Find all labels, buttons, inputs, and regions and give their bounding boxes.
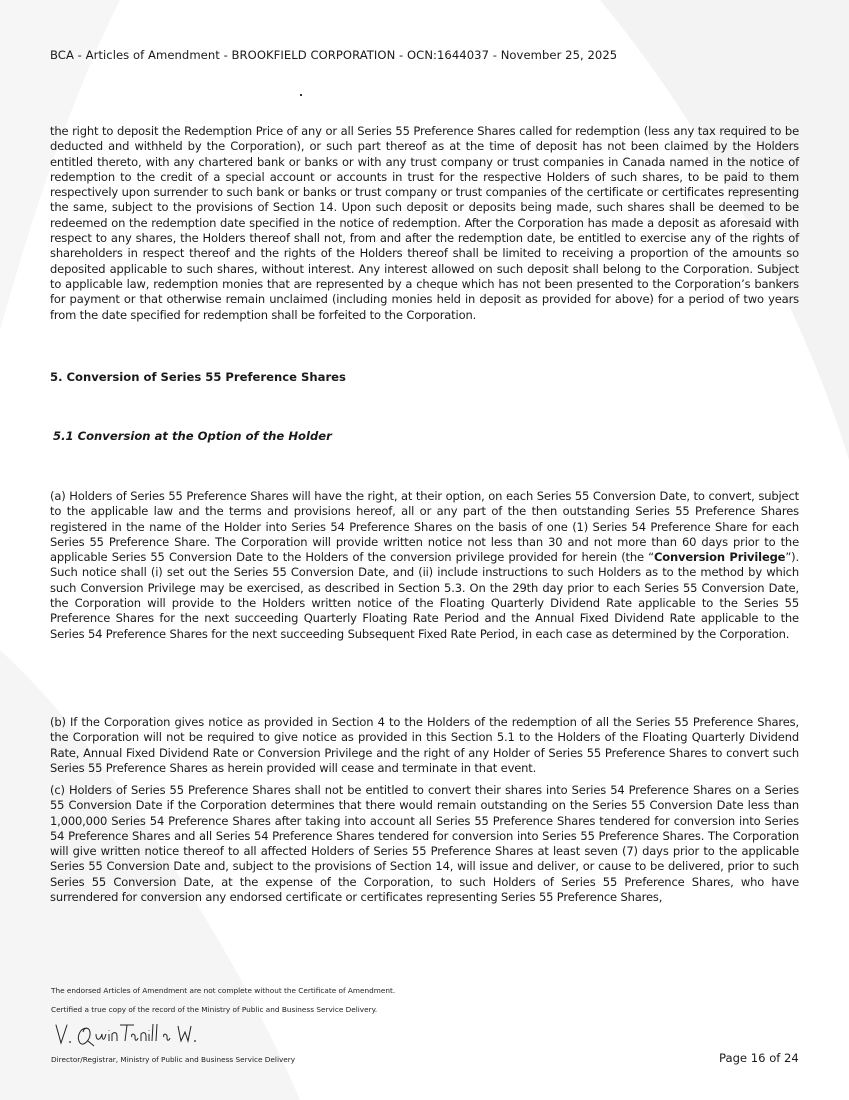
paragraph-a-text-2: ”). Such notice shall (i) set out the Series 55 Conversion Date, and (ii) include instructions to such Holders as to the method by which such Conversion Privilege may be exercised, as described in Section 5.3. On the 29th day prior to each Series 55 Conversion Date, the Corporation will provide to the Holders written notice of the Floating Quarterly Dividend Rate applicable to the Series 55 Preference Shares for the next succeeding Quarterly Floating Rate Period and the Annual Fixed Dividend Rate applicable to the Series 54 Preference Shares for the next succeeding Subsequent Fixed Rate Period, in each case as determined by the Corporation. — [50, 550, 799, 641]
paragraph-a-text-1: (a) Holders of Series 55 Preference Shares will have the right, at their option, on each Series 55 Conversion Date, to convert, subject to the applicable law and the terms and provisions hereof, all or any part of the then outstanding Series 55 Preference Shares registered in the name of the Holder into Series 54 Preference Shares on the basis of one (1) Series 54 Preference Share for each Series 55 Preference Share. The Corporation will provide written notice not less than 30 and not more than 60 days prior to the applicable Series 55 Conversion Date to the Holders of the conversion privilege provided for herein (the “ — [50, 489, 799, 565]
paragraph-c: (c) Holders of Series 55 Preference Shares shall not be entitled to convert their shares into Series 54 Preference Shares on a Series 55 Conversion Date if the Corporation determines that there would remain outstanding on the Series 55 Conversion Date less than 1,000,000 Series 54 Preference Shares after taking into account all Series 55 Preference Shares tendered for conversion into Series 54 Preference Shares and all Series 54 Preference Shares tendered for conversion into Series 55 Preference Shares. The Corporation will give written notice thereof to all affected Holders of Series 55 Preference Shares at least seven (7) days prior to the applicable Series 55 Conversion Date and, subject to the provisions of Section 14, will issue and deliver, or cause to be delivered, prior to such Series 55 Conversion Date, at the expense of the Corporation, to such Holders of Series 55 Preference Shares, who have surrendered for conversion any endorsed certificate or certificates representing Series 55 Preference Shares, — [50, 783, 799, 905]
page-number: Page 16 of 24 — [719, 1051, 799, 1065]
registrar-signature — [54, 1019, 204, 1049]
paragraph-a — [50, 489, 799, 642]
stray-mark — [300, 94, 302, 96]
section-5-1-heading: 5.1 Conversion at the Option of the Holder — [53, 429, 332, 443]
footer-signatory: Director/Registrar, Ministry of Public and Business Service Delivery — [51, 1055, 296, 1064]
page-header: BCA - Articles of Amendment - BROOKFIELD CORPORATION - OCN:1644037 - November 25, 2025 — [50, 48, 618, 62]
section-5-heading: 5. Conversion of Series 55 Preference Shares — [50, 370, 346, 384]
paragraph-b: (b) If the Corporation gives notice as provided in Section 4 to the Holders of the redemption of all the Series 55 Preference Shares, the Corporation will not be required to give notice as provided in this Section 5.1 to the Holders of the Floating Quarterly Dividend Rate, Annual Fixed Dividend Rate or Conversion Privilege and the right of any Holder of Series 55 Preference Shares to convert such Series 55 Preference Shares as herein provided will cease and terminate in that event. — [50, 715, 799, 775]
redemption-deposit-paragraph: the right to deposit the Redemption Price of any or all Series 55 Preference Shares called for redemption (less any tax required to be deducted and withheld by the Corporation), or such part thereof as at the time of deposit has not been claimed by the Holders entitled thereto, with any chartered bank or banks or with any trust company or trust companies in Canada named in the notice of redemption to the credit of a special account or accounts in trust for the respective Holders of such shares, to be paid to them respectively upon surrender to such bank or banks or trust company or trust companies of the certificate or certificates representing the same, subject to the provisions of Section 14. Upon such deposit or deposits being made, such shares shall be deemed to be redeemed on the redemption date specified in the notice of redemption. After the Corporation has made a deposit as aforesaid with respect to any shares, the Holders thereof shall not, from and after the redemption date, be entitled to exercise any of the rights of shareholders in respect thereof and the rights of the Holders thereof shall be limited to receiving a proportion of the amounts so deposited applicable to such shares, without interest. Any interest allowed on such deposit shall belong to the Corporation. Subject to applicable law, redemption monies that are represented by a cheque which has not been presented to the Corporation’s bankers for payment or that otherwise remain unclaimed (including monies held in deposit as provided for above) for a period of two years from the date specified for redemption shall be forfeited to the Corporation. — [50, 124, 799, 322]
footer-note-certificate: The endorsed Articles of Amendment are not complete without the Certificate of Amendment. — [51, 986, 396, 995]
footer-note-certified-copy: Certified a true copy of the record of the Ministry of Public and Business Service Delivery. — [51, 1005, 378, 1014]
conversion-privilege-term: Conversion Privilege — [653, 550, 786, 565]
